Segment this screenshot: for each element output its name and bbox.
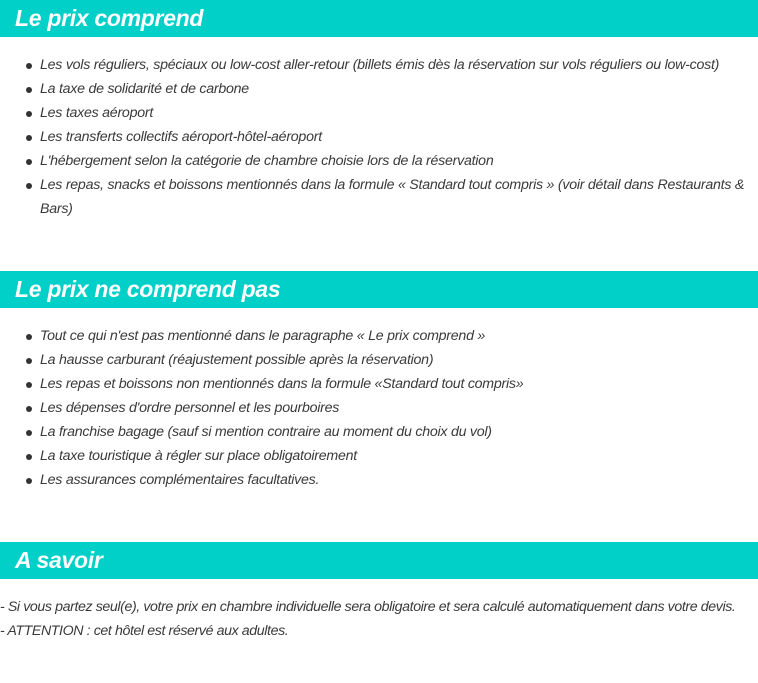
list-item: Les assurances complémentaires facultatives. — [26, 468, 758, 492]
section-price-includes — [0, 0, 758, 221]
list-item: La taxe de solidarité et de carbone — [26, 77, 758, 101]
section-header — [0, 542, 758, 579]
section-title: A savoir — [15, 547, 103, 573]
section-title: Le prix comprend — [15, 5, 204, 31]
list-item: Les dépenses d'ordre personnel et les pourboires — [26, 396, 758, 420]
list-item: Les vols réguliers, spéciaux ou low-cost aller-retour (billets émis dès la réservation sur vols réguliers ou low-cost) — [26, 53, 758, 77]
list-item: Les transferts collectifs aéroport-hôtel-aéroport — [26, 125, 758, 149]
list-item: Les taxes aéroport — [26, 101, 758, 125]
list-item: Les repas et boissons non mentionnés dans la formule «Standard tout compris» — [26, 372, 758, 396]
section-good-to-know — [0, 542, 758, 643]
list-item: L'hébergement selon la catégorie de chambre choisie lors de la réservation — [26, 149, 758, 173]
excluded-list — [0, 324, 758, 492]
notes — [0, 595, 758, 643]
list-item: La franchise bagage (sauf si mention contraire au moment du choix du vol) — [26, 420, 758, 444]
included-list — [0, 53, 758, 221]
section-price-excludes — [0, 271, 758, 492]
list-item: Tout ce qui n'est pas mentionné dans le paragraphe « Le prix comprend » — [26, 324, 758, 348]
list-item: Les repas, snacks et boissons mentionnés dans la formule « Standard tout compris » (voir détail dans Restaurants & Bars) — [26, 173, 758, 221]
note-adults-only: - ATTENTION : cet hôtel est réservé aux adultes. — [0, 623, 289, 639]
list-item: La hausse carburant (réajustement possible après la réservation) — [26, 348, 758, 372]
section-header — [0, 271, 758, 308]
note-single-room: - Si vous partez seul(e), votre prix en chambre individuelle sera obligatoire et sera calculé automatiquement dans votre devis. — [0, 599, 736, 615]
list-item: La taxe touristique à régler sur place obligatoirement — [26, 444, 758, 468]
section-header — [0, 0, 758, 37]
section-title: Le prix ne comprend pas — [15, 276, 281, 302]
